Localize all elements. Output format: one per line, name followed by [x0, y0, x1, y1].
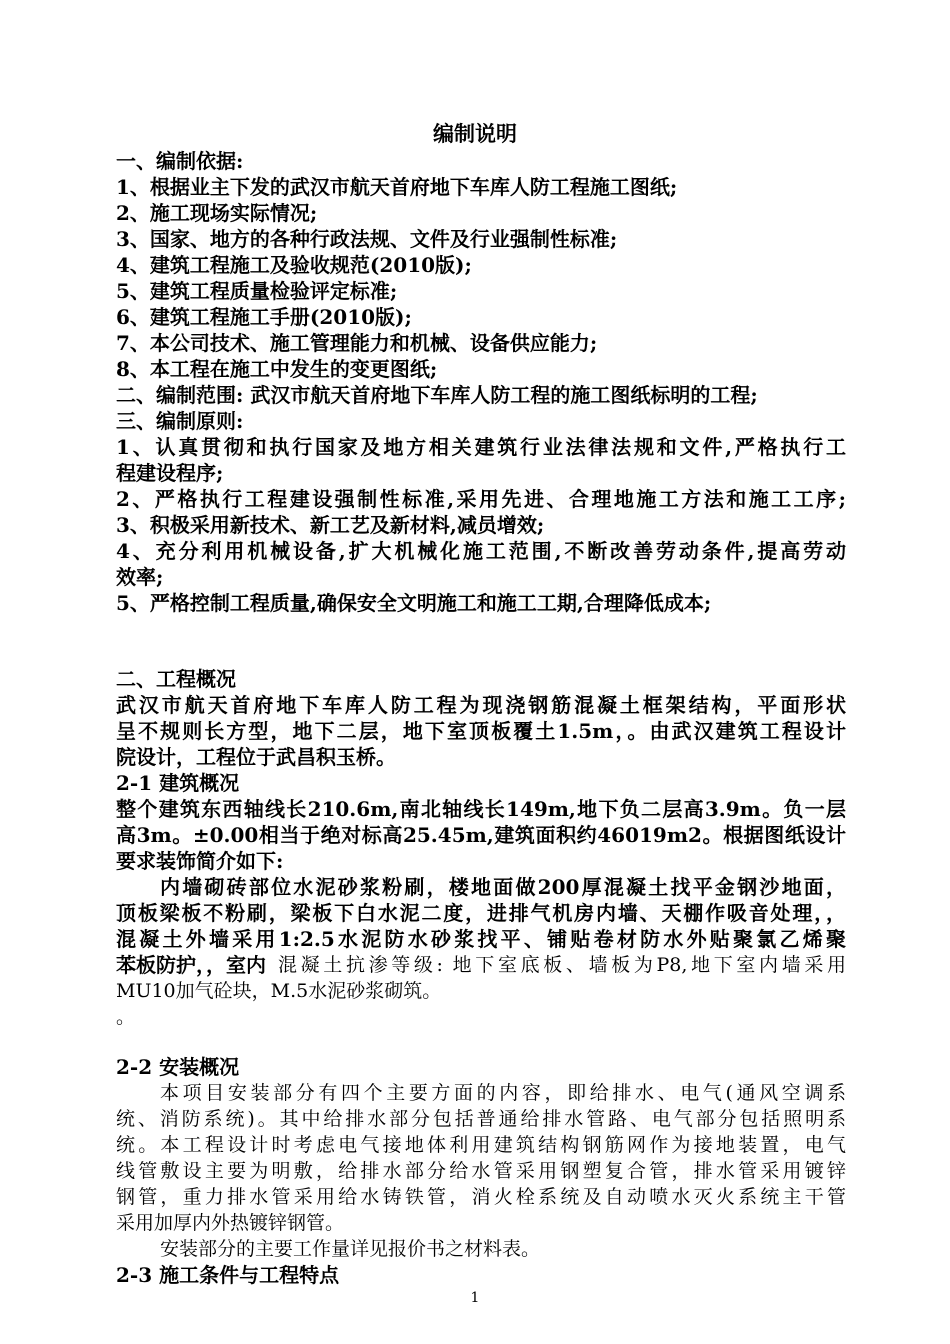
architecture-paragraph-line: 高3m。±0.00相当于绝对标高25.45m,建筑面积约46019m2。根据图纸设计 [116, 823, 846, 847]
principle-item-2: 2、严格执行工程建设强制性标准,采用先进、合理地施工方法和施工工序; [116, 487, 846, 511]
decoration-paragraph-line: 内墙砌砖部位水泥砂浆粉刷，楼地面做200厚混凝土找平金钢沙地面， [160, 875, 846, 899]
subsection-heading-installation: 2-2 安装概况 [116, 1055, 240, 1079]
decoration-paragraph-line-normal: MU10加气砼块，M.5水泥砂浆砌筑。 [116, 980, 442, 1002]
installation-paragraph-line: 钢管，重力排水管采用给水铸铁管，消火栓系统及自动喷水灭火系统主干管 [116, 1186, 846, 1208]
overview-paragraph-line: 呈不规则长方型，地下二层，地下室顶板覆土1.5m，。由武汉建筑工程设计 [116, 719, 846, 743]
page-title: 编制说明 [433, 121, 517, 146]
installation-paragraph-line: 采用加厚内外热镀锌钢管。 [116, 1212, 345, 1234]
architecture-paragraph-line: 整个建筑东西轴线长210.6m,南北轴线长149m,地下负二层高3.9m。负一层 [116, 797, 846, 821]
basis-item-7: 7、本公司技术、施工管理能力和机械、设备供应能力; [116, 331, 598, 355]
installation-paragraph-line: 统。本工程设计时考虑电气接地体利用建筑结构钢筋网作为接地装置，电气 [116, 1134, 846, 1156]
installation-note: 安装部分的主要工作量详见报价书之材料表。 [160, 1238, 541, 1260]
principle-item-1: 1、认真贯彻和执行国家及地方相关建筑行业法律法规和文件,严格执行工 [116, 435, 846, 459]
installation-paragraph-line: 统、消防系统)。其中给排水部分包括普通给排水管路、电气部分包括照明系 [116, 1108, 846, 1130]
installation-paragraph-line: 线管敷设主要为明敷，给排水部分给水管采用钢塑复合管，排水管采用镀锌 [116, 1160, 846, 1182]
section-heading-principles: 三、编制原则: [116, 409, 244, 433]
section-heading-overview: 二、工程概况 [116, 667, 236, 691]
principle-item-4: 4、充分利用机械设备,扩大机械化施工范围,不断改善劳动条件,提高劳动 [116, 539, 846, 563]
page-number: 1 [470, 1290, 480, 1306]
basis-item-1: 1、根据业主下发的武汉市航天首府地下车库人防工程施工图纸; [116, 175, 678, 199]
principle-item-3: 3、积极采用新技术、新工艺及新材料,减员增效; [116, 513, 545, 537]
section-heading-basis: 一、编制依据: [116, 149, 244, 173]
installation-paragraph-line: 本项目安装部分有四个主要方面的内容，即给排水、电气(通风空调系 [160, 1082, 846, 1104]
subsection-heading-conditions: 2-3 施工条件与工程特点 [116, 1263, 340, 1287]
basis-item-3: 3、国家、地方的各种行政法规、文件及行业强制性标准; [116, 227, 618, 251]
architecture-paragraph-line: 要求装饰简介如下: [116, 849, 284, 873]
decoration-paragraph-line: 苯板防护，，室内 [116, 953, 266, 977]
overview-paragraph-line: 院设计，工程位于武昌积玉桥。 [116, 745, 396, 769]
section-heading-scope: 二、编制范围: 武汉市航天首府地下车库人防工程的施工图纸标明的工程; [116, 383, 758, 407]
subsection-heading-architecture: 2-1 建筑概况 [116, 771, 240, 795]
principle-item-4-cont: 效率; [116, 565, 164, 589]
principle-item-5: 5、严格控制工程质量,确保安全文明施工和施工工期,合理降低成本; [116, 591, 712, 615]
decoration-paragraph-line-normal: 混凝土抗渗等级: 地下室底板、墙板为P8,地下室内墙采用 [278, 954, 846, 976]
basis-item-6: 6、建筑工程施工手册(2010版); [116, 305, 412, 329]
basis-item-5: 5、建筑工程质量检验评定标准; [116, 279, 398, 303]
stray-period: 。 [116, 1006, 136, 1028]
basis-item-8: 8、本工程在施工中发生的变更图纸; [116, 357, 438, 381]
decoration-paragraph-line: 顶板梁板不粉刷，梁板下白水泥二度，进排气机房内墙、天棚作吸音处理，， [116, 901, 846, 925]
principle-item-1-cont: 程建设程序; [116, 461, 224, 485]
basis-item-4: 4、建筑工程施工及验收规范(2010版); [116, 253, 472, 277]
overview-paragraph-line: 武汉市航天首府地下车库人防工程为现浇钢筋混凝土框架结构，平面形状 [116, 693, 846, 717]
basis-item-2: 2、施工现场实际情况; [116, 201, 318, 225]
decoration-paragraph-line: 混凝土外墙采用1:2.5水泥防水砂浆找平、铺贴卷材防水外贴聚氯乙烯聚 [116, 927, 846, 951]
